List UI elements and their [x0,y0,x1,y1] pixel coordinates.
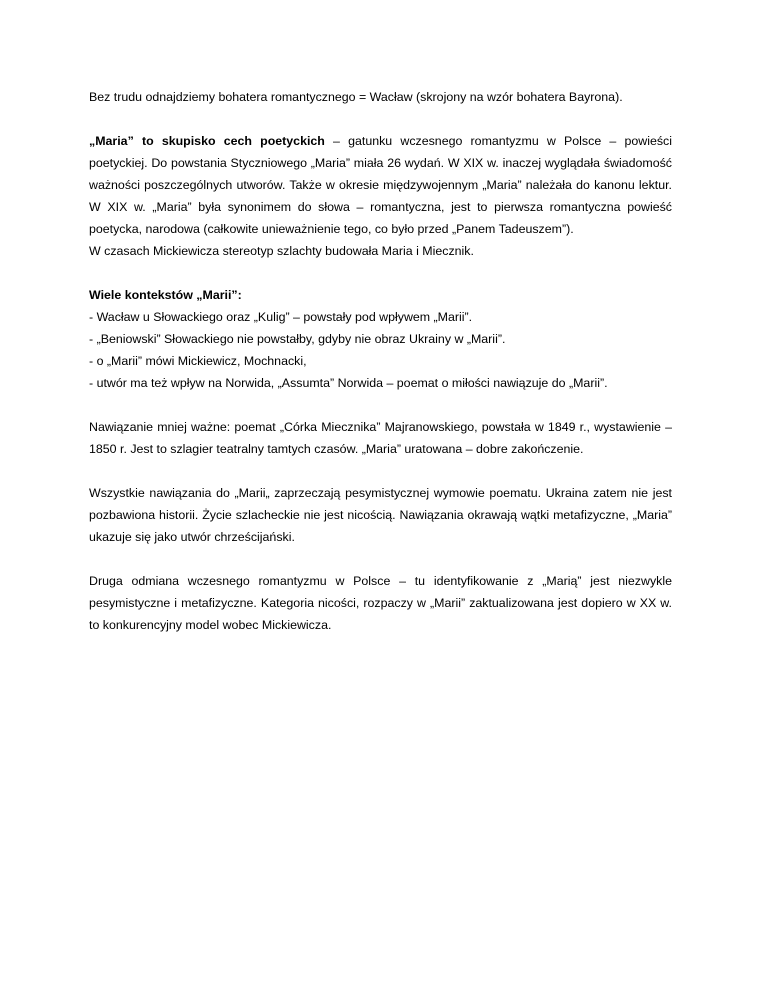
list-item: - Wacław u Słowackiego oraz „Kulig” – powstały pod wpływem „Marii”. [89,310,473,324]
text-line: W XIX w. „Maria” była synonimem do słowa – romantyczna, jest to pierwsza romantyczna powieść [89,200,672,214]
text-line: pesymistyczne i metafizyczne. Kategoria nicości, rozpaczy w „Marii” zaktualizowana jest dopiero w XX w. [89,596,672,610]
paragraph-konteksty [89,284,672,394]
bold-phrase: „Maria” to skupisko cech poetyckich [89,134,325,148]
text-line: Wszystkie nawiązania do „Marii„ zaprzeczają pesymistycznej wymowie poematu. Ukraina zatem nie jest [89,486,672,500]
paragraph-maria-cechy [89,130,672,262]
list-item: - utwór ma też wpływ na Norwida, „Assumta” Norwida – poemat o miłości nawiązuje do „Marii”. [89,376,608,390]
paragraph-corka-miecznika [89,416,672,460]
document-page [89,86,672,658]
text-line: Bez trudu odnajdziemy bohatera romantycznego = Wacław (skrojony na wzór bohatera Bayrona). [89,90,623,104]
text-line: W czasach Mickiewicza stereotyp szlachty budowała Maria i Miecznik. [89,244,474,258]
paragraph-druga-odmiana [89,570,672,636]
list-item: - o „Marii” mówi Mickiewicz, Mochnacki, [89,354,307,368]
section-heading: Wiele kontekstów „Marii”: [89,288,242,302]
text-span: – gatunku wczesnego romantyzmu w Polsce – powieści [324,134,672,148]
text-line: Nawiązanie mniej ważne: poemat „Córka Miecznika” Majranowskiego, powstała w 1849 r., wystawienie – [89,420,672,434]
text-line [89,130,672,152]
text-line: 1850 r. Jest to szlagier teatralny tamtych czasów. „Maria” uratowana – dobre zakończenie. [89,442,584,456]
text-line: pozbawiona historii. Życie szlacheckie nie jest nicością. Nawiązania okrawają wątki metafizyczne, „Maria” [89,508,672,522]
text-line: ważności poszczególnych utworów. Także w okresie międzywojennym „Maria” należała do kanonu lektur. [89,178,672,192]
text-line: to konkurencyjny model wobec Mickiewicza. [89,618,332,632]
paragraph-nawiazania [89,482,672,548]
list-item: - „Beniowski” Słowackiego nie powstałby, gdyby nie obraz Ukrainy w „Marii”. [89,332,506,346]
paragraph-intro [89,86,672,108]
text-line: poetyckiej. Do powstania Styczniowego „Maria” miała 26 wydań. W XIX w. inaczej wyglądała świadomość [89,156,672,170]
text-line: Druga odmiana wczesnego romantyzmu w Polsce – tu identyfikowanie z „Marią” jest niezwykle [89,574,672,588]
text-line: ukazuje się jako utwór chrześcijański. [89,530,295,544]
text-line: poetycka, narodowa (całkowite unieważnienie tego, co było przed „Panem Tadeuszem”). [89,222,574,236]
